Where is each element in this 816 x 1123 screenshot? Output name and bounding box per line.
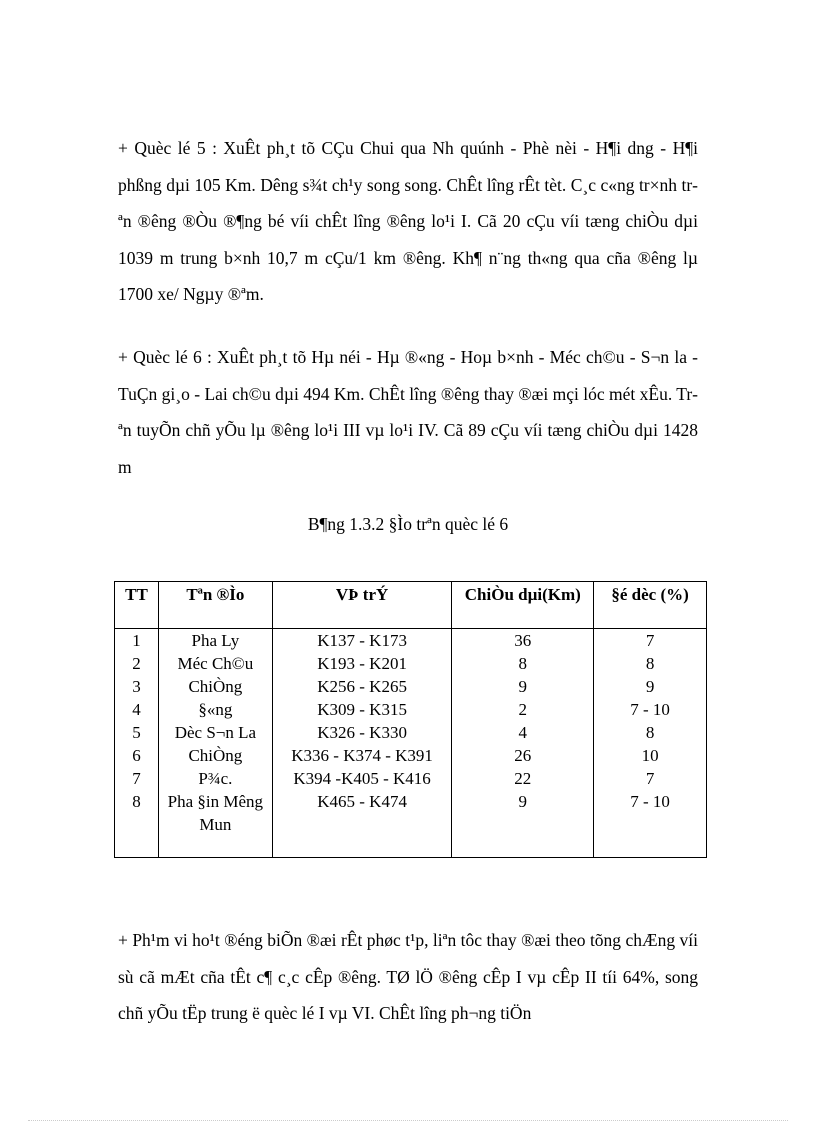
paragraph-highway-6 [118, 339, 698, 485]
cell-pass-name: §«ng [158, 698, 272, 721]
table-row [115, 790, 707, 858]
cell-pass-name: Pha Ly [158, 629, 272, 653]
page-bottom-divider [28, 1120, 788, 1121]
cell-index: 5 [115, 721, 159, 744]
cell-index: 3 [115, 675, 159, 698]
cell-location: K193 - K201 [272, 652, 452, 675]
cell-location: K394 -K405 - K416 [272, 767, 452, 790]
cell-location: K336 - K374 - K391 [272, 744, 452, 767]
table-row [115, 675, 707, 698]
header-location: VÞ trÝ [272, 582, 452, 629]
cell-pass-name: ChiÒng [158, 675, 272, 698]
cell-index: 6 [115, 744, 159, 767]
cell-slope: 10 [594, 744, 707, 767]
cell-index: 2 [115, 652, 159, 675]
paragraph-text: + Quèc lé 6 : XuÊt ph¸t tõ Hµ néi - Hµ ®«ng - Hoµ b×nh - Méc ch©u - S¬n la - TuÇn gi¸o - Lai ch©u dµi 494 Km. ChÊt lîng ®êng thay ®æi mçi lóc mét xÊu. Trªn tuyÕn chñ yÕu lµ ®êng lo¹i III vµ lo¹i IV. Cã 89 cÇu víi tæng chiÒu dµi 1428 m [118, 347, 698, 477]
header-pass-name: Tªn ®Ìo [158, 582, 272, 629]
cell-length: 8 [452, 652, 594, 675]
cell-length: 9 [452, 675, 594, 698]
cell-index: 8 [115, 790, 159, 858]
paragraph-highway-5 [118, 130, 698, 313]
cell-slope: 7 - 10 [594, 698, 707, 721]
cell-index: 1 [115, 629, 159, 653]
cell-length: 36 [452, 629, 594, 653]
cell-slope: 7 [594, 629, 707, 653]
cell-length: 2 [452, 698, 594, 721]
cell-slope: 8 [594, 652, 707, 675]
cell-slope: 9 [594, 675, 707, 698]
header-length: ChiÒu dµi(Km) [452, 582, 594, 629]
cell-index: 4 [115, 698, 159, 721]
table-row [115, 721, 707, 744]
cell-slope: 7 - 10 [594, 790, 707, 858]
header-index: TT [115, 582, 159, 629]
cell-length: 26 [452, 744, 594, 767]
table-row [115, 652, 707, 675]
cell-pass-name: ChiÒng [158, 744, 272, 767]
cell-location: K256 - K265 [272, 675, 452, 698]
table-header-row [115, 582, 707, 629]
cell-length: 4 [452, 721, 594, 744]
cell-pass-name: Pha §in Mêng Mun [158, 790, 272, 858]
cell-location: K309 - K315 [272, 698, 452, 721]
paragraph-text: + Ph¹m vi ho¹t ®éng biÕn ®æi rÊt phøc t¹p, liªn tôc thay ®æi theo tõng chÆng víi sù cã mÆt cña tÊt c¶ c¸c cÊp ®êng. TØ lÖ ®êng cÊp I vµ cÊp II tíi 64%, song chñ yÕu tËp trung ë quèc lé I vµ VI. ChÊt lîng ph¬ng tiÖn [118, 930, 698, 1023]
cell-length: 22 [452, 767, 594, 790]
table-row [115, 698, 707, 721]
table-caption: B¶ng 1.3.2 §Ìo trªn quèc lé 6 [307, 514, 509, 534]
table-row [115, 629, 707, 653]
cell-pass-name: Méc Ch©u [158, 652, 272, 675]
cell-slope: 7 [594, 767, 707, 790]
cell-location: K137 - K173 [272, 629, 452, 653]
table-row [115, 767, 707, 790]
paragraph-operating-range [118, 922, 698, 1032]
cell-pass-name: P¾c. [158, 767, 272, 790]
cell-index: 7 [115, 767, 159, 790]
cell-location: K465 - K474 [272, 790, 452, 858]
header-slope: §é dèc (%) [594, 582, 707, 629]
cell-location: K326 - K330 [272, 721, 452, 744]
table-row [115, 744, 707, 767]
cell-length: 9 [452, 790, 594, 858]
mountain-pass-table [114, 581, 707, 858]
paragraph-text: + Quèc lé 5 : XuÊt ph¸t tõ CÇu Chui qua Nh quúnh - Phè nèi - H¶i dng - H¶i phßng dµi 105 Km. Dêng s¾t ch¹y song song. ChÊt lîng rÊt tèt. C¸c c«ng tr×nh trªn ®êng ®Òu ®¶ng bé víi chÊt lîng ®êng lo¹i I. Cã 20 cÇu víi tæng chiÒu dµi 1039 m trung b×nh 10,7 m cÇu/1 km ®êng. Kh¶ n¨ng th«ng qua cña ®êng lµ 1700 xe/ Ngµy ®ªm. [118, 138, 698, 304]
cell-pass-name: Dèc S¬n La [158, 721, 272, 744]
cell-slope: 8 [594, 721, 707, 744]
